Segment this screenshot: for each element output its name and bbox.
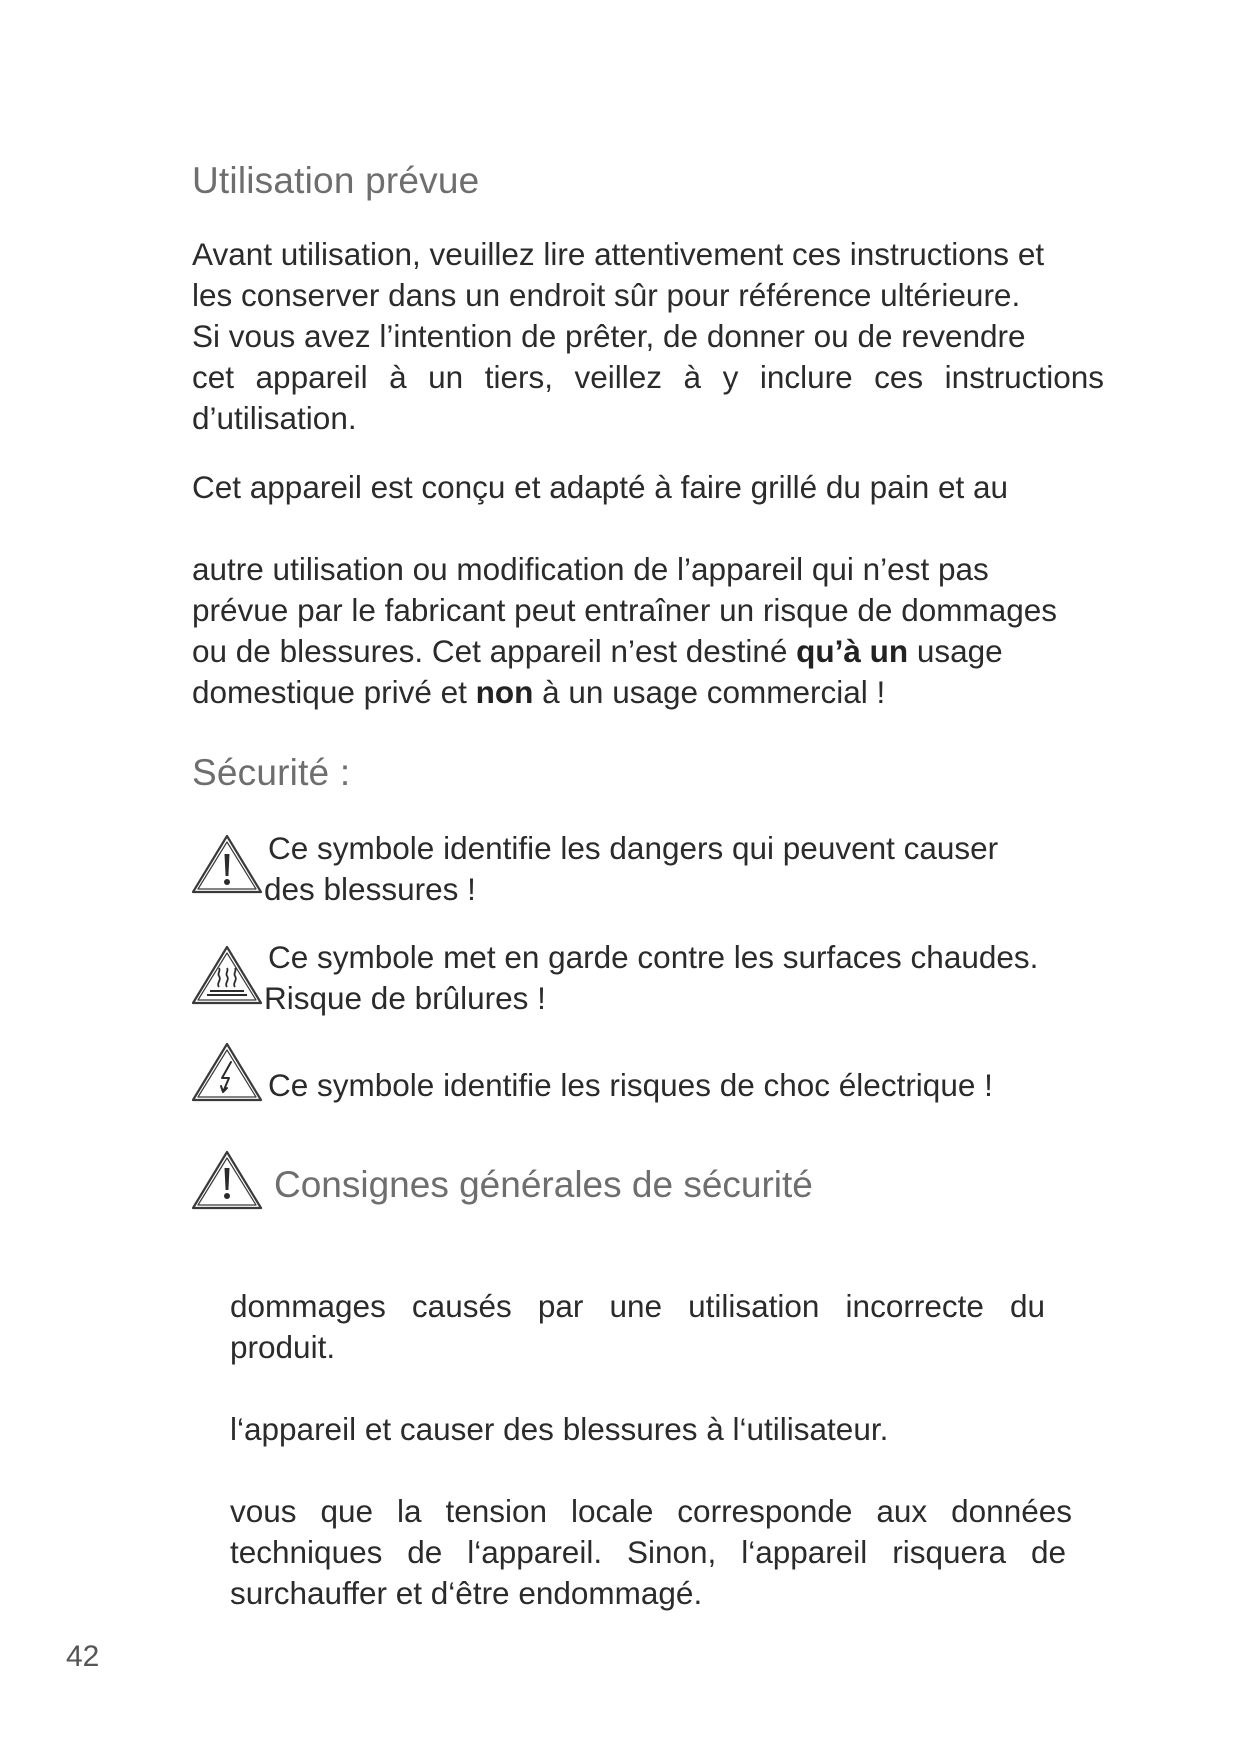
general-item-line: dommages causés par une utilisation incorrecte du <box>230 1288 1045 1324</box>
symbol-hot-surface-row <box>190 937 1120 1027</box>
section-title-usage: Utilisation prévue <box>192 160 480 201</box>
section-general-header <box>190 1148 1120 1228</box>
page-number: 42 <box>66 1640 100 1673</box>
warning-line <box>192 672 1112 713</box>
symbol-text-line: des blessures ! <box>264 871 476 907</box>
general-item-line: surchauffer et d‘être endommagé. <box>230 1575 703 1611</box>
intro-line: Si vous avez l’intention de prêter, de donner ou de revendre <box>192 318 1026 354</box>
intro-line: Avant utilisation, veuillez lire attentivement ces instructions et <box>192 236 1045 272</box>
symbol-hot-surface-text <box>264 937 1039 1019</box>
emphasis-text: non <box>475 674 534 710</box>
section-title-safety: Sécurité : <box>192 752 351 793</box>
intro-paragraph <box>192 234 1112 439</box>
symbol-text-line: Risque de brûlures ! <box>264 980 546 1016</box>
electric-shock-icon <box>190 1040 264 1104</box>
purpose-paragraph <box>192 467 1112 508</box>
symbol-text-line: Ce symbole identifie les dangers qui peuvent causer <box>268 830 999 866</box>
symbol-electric-row <box>190 1040 1120 1120</box>
general-item <box>230 1286 1085 1368</box>
warning-exclamation-icon <box>190 1148 264 1212</box>
symbol-text-line: Ce symbole met en garde contre les surfaces chaudes. <box>268 939 1039 975</box>
warning-line <box>192 631 1112 672</box>
warning-text: usage <box>908 633 1003 669</box>
purpose-line: Cet appareil est conçu et adapté à faire grillé du pain et au <box>192 469 1009 505</box>
warning-text: à un usage commercial ! <box>533 674 886 710</box>
general-item-line: vous que la tension locale corresponde aux données <box>230 1493 1072 1529</box>
intro-line: cet appareil à un tiers, veillez à y inclure ces instructions <box>192 359 1104 395</box>
intro-line: d’utilisation. <box>192 400 357 436</box>
general-item <box>230 1491 1085 1614</box>
intro-line: les conserver dans un endroit sûr pour référence ultérieure. <box>192 277 1021 313</box>
symbol-text-line: Ce symbole identifie les risques de choc électrique ! <box>268 1067 993 1103</box>
symbol-electric-text <box>268 1065 993 1106</box>
warning-line: prévue par le fabricant peut entraîner un risque de dommages <box>192 592 1058 628</box>
warning-text: ou de blessures. Cet appareil n’est destiné <box>192 633 797 669</box>
warning-text: domestique privé et <box>192 674 476 710</box>
emphasis-text: qu’à un <box>796 633 909 669</box>
general-item-line: l‘appareil et causer des blessures à l‘utilisateur. <box>230 1411 889 1447</box>
general-item <box>230 1409 1085 1450</box>
general-item-line: produit. <box>230 1329 336 1365</box>
warning-exclamation-icon <box>190 832 264 896</box>
symbol-danger-row <box>190 828 1120 918</box>
hot-surface-icon <box>190 943 264 1007</box>
section-title-general: Consignes générales de sécurité <box>274 1164 813 1205</box>
warning-paragraph <box>192 549 1112 713</box>
general-item-line: techniques de l‘appareil. Sinon, l‘appareil risquera de <box>230 1534 1066 1570</box>
warning-line: autre utilisation ou modification de l’appareil qui n’est pas <box>192 551 989 587</box>
symbol-danger-text <box>264 828 999 910</box>
